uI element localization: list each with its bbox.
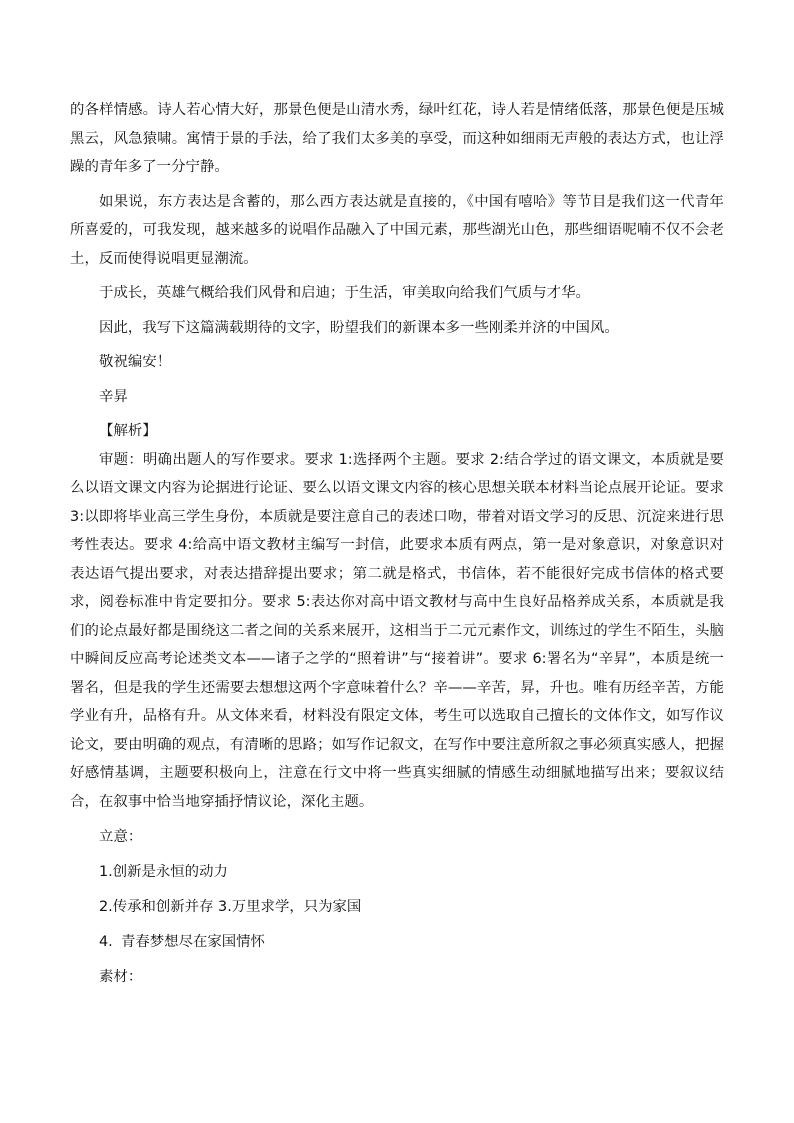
theme-item-2-3: 2.传承和创新并存 3.万里求学，只为家国 [99,899,362,915]
analysis-body: 审题：明确出题人的写作要求。要求 1:选择两个主题。要求 2:结合学过的语文课文，本质就是要么以语文课文内容为论据进行论证、要么以语文课文内容的核心思想关联本材料当论点展开论证。要求 3:以即将毕业高三学生身份，本质就是要注意自己的表述口吻，带着对语文学习的反思、沉淀来进行思考性表达。要求 4:给高中语文教材主编写一封信，此要求本质有两点，第一是对象意识，对象意识对表达语气提出要求，对表达措辞提出要求；第二就是格式，书信体，若不能很好完成书信体的格式要求，阅卷标准中肯定要扣分。要求 5:表达你对高中语文教材与高中生良好品格养成关系，本质就是我们的论点最好都是围绕这二者之间的关系来展开，这相当于二元元素作文，训练过的学生不陌生，头脑中瞬间反应高考论述类文本——诸子之学的“照着讲”与“接着讲”。要求 6:署名为“辛昇”，本质是统一署名，但是我的学生还需要去想想这两个字意味着什么？辛——辛苦，昇，升也。唯有历经辛苦，方能学业有升，品格有升。从文体来看，材料没有限定文体，考生可以选取自己擅长的文体作文，如写作议论文，要由明确的观点，有清晰的思路；如写作记叙文，在写作中要注意所叙之事必须真实感人，把握好感情基调，主题要积极向上，注意在行文中将一些真实细腻的情感生动细腻地描写出来；要叙议结合，在叙事中恰当地穿插抒情议论，深化主题。 [70,451,724,810]
signature: 辛昇 [99,388,128,405]
analysis-heading: 【解析】 [99,423,157,439]
closing-salutation: 敬祝编安！ [99,354,172,370]
theme-item-4-text: 青春梦想尽在家国情怀 [121,934,265,950]
theme-label: 立意： [99,829,143,845]
theme-list [70,855,724,960]
theme-item-1: 1.创新是永恒的动力 [99,864,228,880]
paragraph-3: 于成长，英雄气概给我们风骨和启迪；于生活，审美取向给我们气质与才华。 [99,285,590,301]
paragraph-4: 因此，我写下这篇满载期待的文字，盼望我们的新课本多一些刚柔并济的中国风。 [99,319,619,336]
theme-item-4-number: 4. [99,934,113,950]
paragraph-1: 的各样情感。诗人若心情大好，那景色便是山清水秀，绿叶红花，诗人若是情绪低落，那景色便是压城黑云，风急猿啸。寓情于景的手法，给了我们太多美的享受，而这种如细雨无声般的表达方式，也让浮躁的青年多了一分宁静。 [70,102,724,175]
material-label: 素材： [99,969,143,985]
paragraph-2: 如果说，东方表达是含蓄的，那么西方表达就是直接的，《中国有嘻哈》等节目是我们这一代青年所喜爱的，可我发现，越来越多的说唱作品融入了中国元素，那些湖光山色，那些细语呢喃不仅不会老土，反而使得说唱更显潮流。 [70,193,724,267]
theme-item-4 [70,925,724,960]
